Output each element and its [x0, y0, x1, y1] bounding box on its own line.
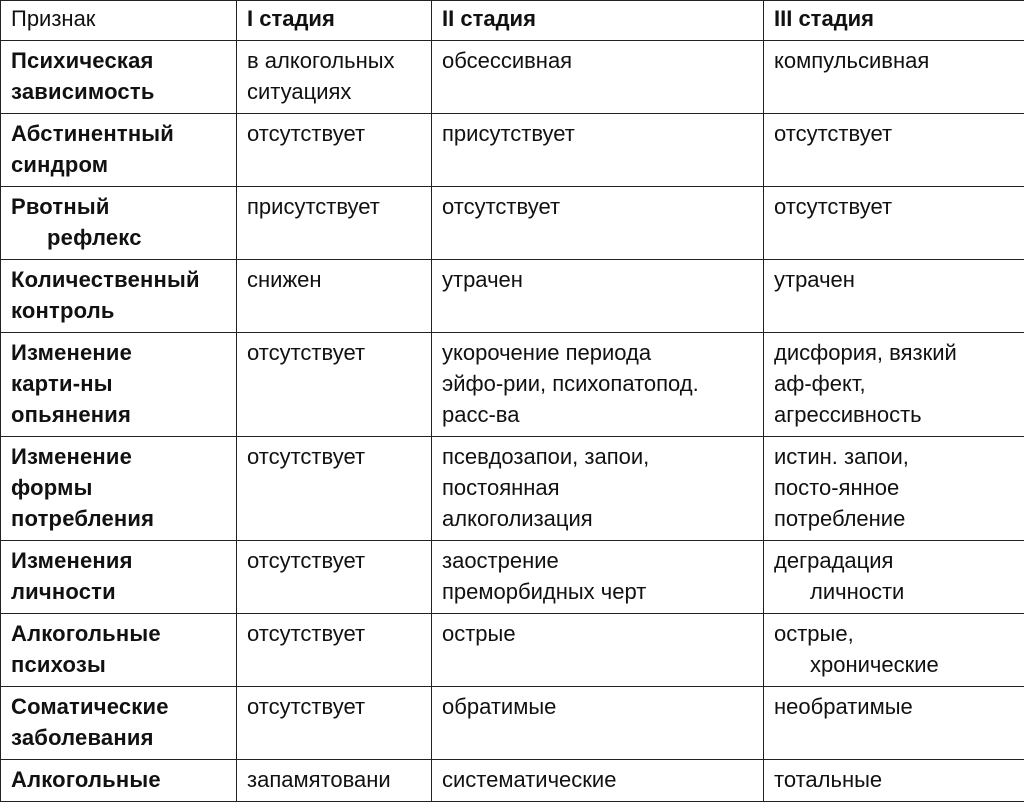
cell-line: отсутствует — [247, 337, 421, 368]
cell-line: синдром — [11, 149, 226, 180]
cell-line: Изменение — [11, 337, 226, 368]
cell-line: укорочение периода — [442, 337, 753, 368]
cell-line: преморбидных черт — [442, 576, 753, 607]
cell-line: Количественный — [11, 264, 226, 295]
table-row — [1, 687, 1024, 760]
cell-line: контроль — [11, 295, 226, 326]
cell-line: Абстинентный — [11, 118, 226, 149]
cell-line: отсутствует — [247, 691, 421, 722]
header-stage-3: III стадия — [764, 1, 1024, 41]
feature-cell — [1, 541, 237, 614]
cell-line: утрачен — [442, 264, 753, 295]
cell-line: рефлекс — [11, 222, 226, 253]
cell-line: присутствует — [247, 191, 421, 222]
stage-1-cell — [237, 687, 432, 760]
cell-line: личности — [774, 576, 1014, 607]
feature-cell — [1, 114, 237, 187]
table-row — [1, 260, 1024, 333]
cell-line: Изменение — [11, 441, 226, 472]
cell-line: обратимые — [442, 691, 753, 722]
cell-line: отсутствует — [247, 618, 421, 649]
feature-cell — [1, 687, 237, 760]
cell-line: снижен — [247, 264, 421, 295]
cell-line: потребления — [11, 503, 226, 534]
cell-line: обсессивная — [442, 45, 753, 76]
stage-3-cell — [764, 114, 1024, 187]
stage-3-cell — [764, 614, 1024, 687]
table-row — [1, 614, 1024, 687]
cell-line: тотальные — [774, 764, 1014, 795]
cell-line: отсутствует — [247, 545, 421, 576]
stage-2-cell — [432, 114, 764, 187]
cell-line: личности — [11, 576, 226, 607]
stage-2-cell — [432, 333, 764, 437]
stage-1-cell — [237, 260, 432, 333]
table-row — [1, 541, 1024, 614]
cell-line: эйфо-рии, психопатопод. — [442, 368, 753, 399]
stage-1-cell — [237, 541, 432, 614]
cell-line: карти-ны — [11, 368, 226, 399]
feature-cell — [1, 437, 237, 541]
table-row — [1, 187, 1024, 260]
cell-line: отсутствует — [774, 191, 1014, 222]
cell-line: расс-ва — [442, 399, 753, 430]
cell-line: деградация — [774, 545, 1014, 576]
stage-3-cell — [764, 541, 1024, 614]
stage-3-cell — [764, 187, 1024, 260]
cell-line: опьянения — [11, 399, 226, 430]
stage-2-cell — [432, 687, 764, 760]
stage-1-cell — [237, 41, 432, 114]
stage-3-cell — [764, 437, 1024, 541]
cell-line: компульсивная — [774, 45, 1014, 76]
cell-line: зависимость — [11, 76, 226, 107]
header-row — [1, 1, 1024, 41]
cell-line: Рвотный — [11, 191, 226, 222]
cell-line: постоянная — [442, 472, 753, 503]
stage-3-cell — [764, 41, 1024, 114]
cell-line: потребление — [774, 503, 1014, 534]
table-row — [1, 437, 1024, 541]
cell-line: алкоголизация — [442, 503, 753, 534]
feature-cell — [1, 760, 237, 802]
stage-2-cell — [432, 187, 764, 260]
table-row — [1, 41, 1024, 114]
cell-line: присутствует — [442, 118, 753, 149]
header-feature: Признак — [1, 1, 237, 41]
header-stage-2: II стадия — [432, 1, 764, 41]
feature-cell — [1, 41, 237, 114]
cell-line: Алкогольные — [11, 618, 226, 649]
feature-cell — [1, 260, 237, 333]
cell-line: отсутствует — [247, 441, 421, 472]
stage-1-cell — [237, 114, 432, 187]
stage-2-cell — [432, 614, 764, 687]
cell-line: отсутствует — [442, 191, 753, 222]
stage-2-cell — [432, 760, 764, 802]
cell-line: аф-фект, — [774, 368, 1014, 399]
stage-1-cell — [237, 187, 432, 260]
header-stage-1: I стадия — [237, 1, 432, 41]
cell-line: необратимые — [774, 691, 1014, 722]
stage-2-cell — [432, 41, 764, 114]
stage-1-cell — [237, 614, 432, 687]
cell-line: формы — [11, 472, 226, 503]
cell-line: Соматические — [11, 691, 226, 722]
cell-line: хронические — [774, 649, 1014, 680]
stage-2-cell — [432, 541, 764, 614]
cell-line: ситуациях — [247, 76, 421, 107]
cell-line: истин. запои, — [774, 441, 1014, 472]
cell-line: посто-янное — [774, 472, 1014, 503]
cell-line: дисфория, вязкий — [774, 337, 1014, 368]
stage-2-cell — [432, 260, 764, 333]
cell-line: отсутствует — [774, 118, 1014, 149]
cell-line: Психическая — [11, 45, 226, 76]
cell-line: психозы — [11, 649, 226, 680]
stage-3-cell — [764, 333, 1024, 437]
cell-line: острые, — [774, 618, 1014, 649]
cell-line: систематические — [442, 764, 753, 795]
cell-line: запамятовани — [247, 764, 421, 795]
cell-line: острые — [442, 618, 753, 649]
cell-line: Алкогольные — [11, 764, 226, 795]
cell-line: агрессивность — [774, 399, 1014, 430]
stage-1-cell — [237, 333, 432, 437]
cell-line: псевдозапои, запои, — [442, 441, 753, 472]
cell-line: заболевания — [11, 722, 226, 753]
stage-2-cell — [432, 437, 764, 541]
table-row — [1, 333, 1024, 437]
cell-line: отсутствует — [247, 118, 421, 149]
stage-1-cell — [237, 437, 432, 541]
stage-3-cell — [764, 760, 1024, 802]
table-row — [1, 760, 1024, 802]
feature-cell — [1, 187, 237, 260]
stage-3-cell — [764, 260, 1024, 333]
cell-line: Изменения — [11, 545, 226, 576]
stage-3-cell — [764, 687, 1024, 760]
feature-cell — [1, 614, 237, 687]
cell-line: в алкогольных — [247, 45, 421, 76]
cell-line: заострение — [442, 545, 753, 576]
table-row — [1, 114, 1024, 187]
cell-line: утрачен — [774, 264, 1014, 295]
feature-cell — [1, 333, 237, 437]
stage-1-cell — [237, 760, 432, 802]
